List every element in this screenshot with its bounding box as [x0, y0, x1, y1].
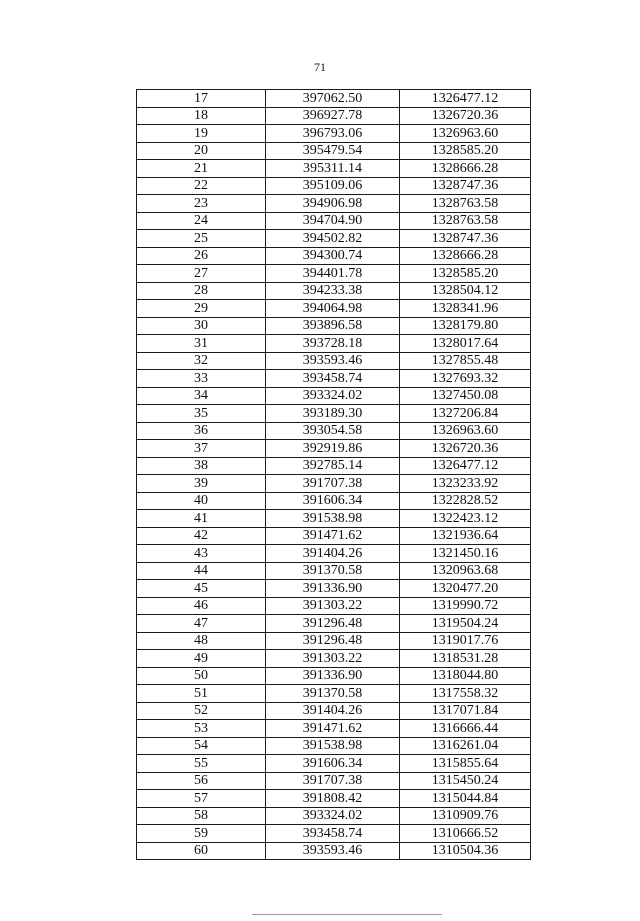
point-number-cell: 34	[137, 387, 266, 405]
y-coordinate-cell: 1328504.12	[400, 282, 531, 300]
y-coordinate-cell: 1315855.64	[400, 755, 531, 773]
table-row	[137, 685, 531, 703]
point-number-cell: 43	[137, 545, 266, 563]
point-number-cell: 26	[137, 247, 266, 265]
y-coordinate-cell: 1310909.76	[400, 807, 531, 825]
point-number-cell: 25	[137, 230, 266, 248]
table-row	[137, 107, 531, 125]
point-number-cell: 54	[137, 737, 266, 755]
x-coordinate-cell: 391707.38	[266, 475, 400, 493]
x-coordinate-cell: 391303.22	[266, 650, 400, 668]
y-coordinate-cell: 1327855.48	[400, 352, 531, 370]
table-row	[137, 422, 531, 440]
point-number-cell: 18	[137, 107, 266, 125]
x-coordinate-cell: 395311.14	[266, 160, 400, 178]
x-coordinate-cell: 391370.58	[266, 685, 400, 703]
point-number-cell: 51	[137, 685, 266, 703]
y-coordinate-cell: 1328763.58	[400, 212, 531, 230]
point-number-cell: 53	[137, 720, 266, 738]
table-row	[137, 842, 531, 860]
point-number-cell: 31	[137, 335, 266, 353]
x-coordinate-cell: 391606.34	[266, 492, 400, 510]
table-row	[137, 125, 531, 143]
x-coordinate-cell: 391336.90	[266, 580, 400, 598]
table-row	[137, 300, 531, 318]
table-row	[137, 790, 531, 808]
y-coordinate-cell: 1318531.28	[400, 650, 531, 668]
point-number-cell: 41	[137, 510, 266, 528]
point-number-cell: 49	[137, 650, 266, 668]
x-coordinate-cell: 391808.42	[266, 790, 400, 808]
y-coordinate-cell: 1326477.12	[400, 457, 531, 475]
point-number-cell: 24	[137, 212, 266, 230]
x-coordinate-cell: 393458.74	[266, 370, 400, 388]
x-coordinate-cell: 393728.18	[266, 335, 400, 353]
point-number-cell: 44	[137, 562, 266, 580]
table-row	[137, 492, 531, 510]
y-coordinate-cell: 1317558.32	[400, 685, 531, 703]
point-number-cell: 17	[137, 90, 266, 108]
point-number-cell: 60	[137, 842, 266, 860]
table-row	[137, 177, 531, 195]
table-row	[137, 457, 531, 475]
point-number-cell: 19	[137, 125, 266, 143]
x-coordinate-cell: 394401.78	[266, 265, 400, 283]
x-coordinate-cell: 394704.90	[266, 212, 400, 230]
point-number-cell: 56	[137, 772, 266, 790]
point-number-cell: 57	[137, 790, 266, 808]
page-number: 71	[314, 60, 326, 74]
x-coordinate-cell: 394906.98	[266, 195, 400, 213]
y-coordinate-cell: 1310504.36	[400, 842, 531, 860]
point-number-cell: 52	[137, 702, 266, 720]
x-coordinate-cell: 391370.58	[266, 562, 400, 580]
x-coordinate-cell: 394233.38	[266, 282, 400, 300]
table-row	[137, 667, 531, 685]
point-number-cell: 23	[137, 195, 266, 213]
table-row	[137, 475, 531, 493]
y-coordinate-cell: 1328585.20	[400, 142, 531, 160]
table-row	[137, 755, 531, 773]
point-number-cell: 55	[137, 755, 266, 773]
table-row	[137, 580, 531, 598]
coordinates-table-body	[137, 90, 531, 860]
x-coordinate-cell: 391471.62	[266, 527, 400, 545]
table-row	[137, 335, 531, 353]
table-row	[137, 597, 531, 615]
y-coordinate-cell: 1328341.96	[400, 300, 531, 318]
y-coordinate-cell: 1320963.68	[400, 562, 531, 580]
x-coordinate-cell: 395109.06	[266, 177, 400, 195]
footer-divider	[252, 914, 442, 915]
y-coordinate-cell: 1328747.36	[400, 230, 531, 248]
table-row	[137, 615, 531, 633]
point-number-cell: 58	[137, 807, 266, 825]
table-row	[137, 650, 531, 668]
x-coordinate-cell: 391404.26	[266, 702, 400, 720]
table-row	[137, 195, 531, 213]
table-row	[137, 90, 531, 108]
x-coordinate-cell: 391538.98	[266, 737, 400, 755]
x-coordinate-cell: 391707.38	[266, 772, 400, 790]
y-coordinate-cell: 1317071.84	[400, 702, 531, 720]
point-number-cell: 42	[137, 527, 266, 545]
y-coordinate-cell: 1322828.52	[400, 492, 531, 510]
point-number-cell: 33	[137, 370, 266, 388]
x-coordinate-cell: 392785.14	[266, 457, 400, 475]
y-coordinate-cell: 1327206.84	[400, 405, 531, 423]
y-coordinate-cell: 1319504.24	[400, 615, 531, 633]
x-coordinate-cell: 391296.48	[266, 632, 400, 650]
x-coordinate-cell: 395479.54	[266, 142, 400, 160]
x-coordinate-cell: 396793.06	[266, 125, 400, 143]
y-coordinate-cell: 1326720.36	[400, 440, 531, 458]
table-row	[137, 702, 531, 720]
y-coordinate-cell: 1321936.64	[400, 527, 531, 545]
y-coordinate-cell: 1326963.60	[400, 422, 531, 440]
x-coordinate-cell: 393593.46	[266, 352, 400, 370]
y-coordinate-cell: 1327450.08	[400, 387, 531, 405]
y-coordinate-cell: 1328017.64	[400, 335, 531, 353]
point-number-cell: 22	[137, 177, 266, 195]
x-coordinate-cell: 394502.82	[266, 230, 400, 248]
table-row	[137, 212, 531, 230]
y-coordinate-cell: 1328666.28	[400, 160, 531, 178]
x-coordinate-cell: 391606.34	[266, 755, 400, 773]
point-number-cell: 32	[137, 352, 266, 370]
y-coordinate-cell: 1321450.16	[400, 545, 531, 563]
point-number-cell: 45	[137, 580, 266, 598]
table-row	[137, 632, 531, 650]
coordinates-table	[136, 89, 531, 860]
table-row	[137, 807, 531, 825]
table-row	[137, 562, 531, 580]
table-row	[137, 772, 531, 790]
y-coordinate-cell: 1320477.20	[400, 580, 531, 598]
y-coordinate-cell: 1323233.92	[400, 475, 531, 493]
table-row	[137, 405, 531, 423]
y-coordinate-cell: 1318044.80	[400, 667, 531, 685]
y-coordinate-cell: 1326720.36	[400, 107, 531, 125]
point-number-cell: 21	[137, 160, 266, 178]
table-row	[137, 720, 531, 738]
y-coordinate-cell: 1319990.72	[400, 597, 531, 615]
point-number-cell: 30	[137, 317, 266, 335]
x-coordinate-cell: 391404.26	[266, 545, 400, 563]
x-coordinate-cell: 393324.02	[266, 807, 400, 825]
table-row	[137, 352, 531, 370]
table-row	[137, 282, 531, 300]
x-coordinate-cell: 392919.86	[266, 440, 400, 458]
y-coordinate-cell: 1328763.58	[400, 195, 531, 213]
point-number-cell: 48	[137, 632, 266, 650]
table-row	[137, 317, 531, 335]
x-coordinate-cell: 394064.98	[266, 300, 400, 318]
y-coordinate-cell: 1316666.44	[400, 720, 531, 738]
table-row	[137, 160, 531, 178]
table-row	[137, 737, 531, 755]
x-coordinate-cell: 391296.48	[266, 615, 400, 633]
x-coordinate-cell: 391303.22	[266, 597, 400, 615]
point-number-cell: 28	[137, 282, 266, 300]
y-coordinate-cell: 1315450.24	[400, 772, 531, 790]
y-coordinate-cell: 1326963.60	[400, 125, 531, 143]
point-number-cell: 37	[137, 440, 266, 458]
point-number-cell: 36	[137, 422, 266, 440]
point-number-cell: 38	[137, 457, 266, 475]
point-number-cell: 46	[137, 597, 266, 615]
y-coordinate-cell: 1315044.84	[400, 790, 531, 808]
x-coordinate-cell: 393324.02	[266, 387, 400, 405]
y-coordinate-cell: 1328585.20	[400, 265, 531, 283]
table-row	[137, 825, 531, 843]
y-coordinate-cell: 1316261.04	[400, 737, 531, 755]
table-row	[137, 440, 531, 458]
point-number-cell: 40	[137, 492, 266, 510]
x-coordinate-cell: 393458.74	[266, 825, 400, 843]
x-coordinate-cell: 394300.74	[266, 247, 400, 265]
table-row	[137, 230, 531, 248]
point-number-cell: 59	[137, 825, 266, 843]
table-row	[137, 510, 531, 528]
x-coordinate-cell: 391538.98	[266, 510, 400, 528]
y-coordinate-cell: 1322423.12	[400, 510, 531, 528]
table-row	[137, 527, 531, 545]
table-row	[137, 142, 531, 160]
point-number-cell: 29	[137, 300, 266, 318]
point-number-cell: 27	[137, 265, 266, 283]
x-coordinate-cell: 391471.62	[266, 720, 400, 738]
x-coordinate-cell: 393593.46	[266, 842, 400, 860]
x-coordinate-cell: 393054.58	[266, 422, 400, 440]
table-row	[137, 265, 531, 283]
x-coordinate-cell: 391336.90	[266, 667, 400, 685]
y-coordinate-cell: 1328747.36	[400, 177, 531, 195]
y-coordinate-cell: 1326477.12	[400, 90, 531, 108]
x-coordinate-cell: 393896.58	[266, 317, 400, 335]
point-number-cell: 35	[137, 405, 266, 423]
x-coordinate-cell: 393189.30	[266, 405, 400, 423]
table-row	[137, 370, 531, 388]
x-coordinate-cell: 397062.50	[266, 90, 400, 108]
y-coordinate-cell: 1327693.32	[400, 370, 531, 388]
y-coordinate-cell: 1310666.52	[400, 825, 531, 843]
point-number-cell: 47	[137, 615, 266, 633]
table-row	[137, 247, 531, 265]
point-number-cell: 20	[137, 142, 266, 160]
point-number-cell: 50	[137, 667, 266, 685]
point-number-cell: 39	[137, 475, 266, 493]
table-row	[137, 387, 531, 405]
y-coordinate-cell: 1328179.80	[400, 317, 531, 335]
y-coordinate-cell: 1319017.76	[400, 632, 531, 650]
x-coordinate-cell: 396927.78	[266, 107, 400, 125]
y-coordinate-cell: 1328666.28	[400, 247, 531, 265]
table-row	[137, 545, 531, 563]
